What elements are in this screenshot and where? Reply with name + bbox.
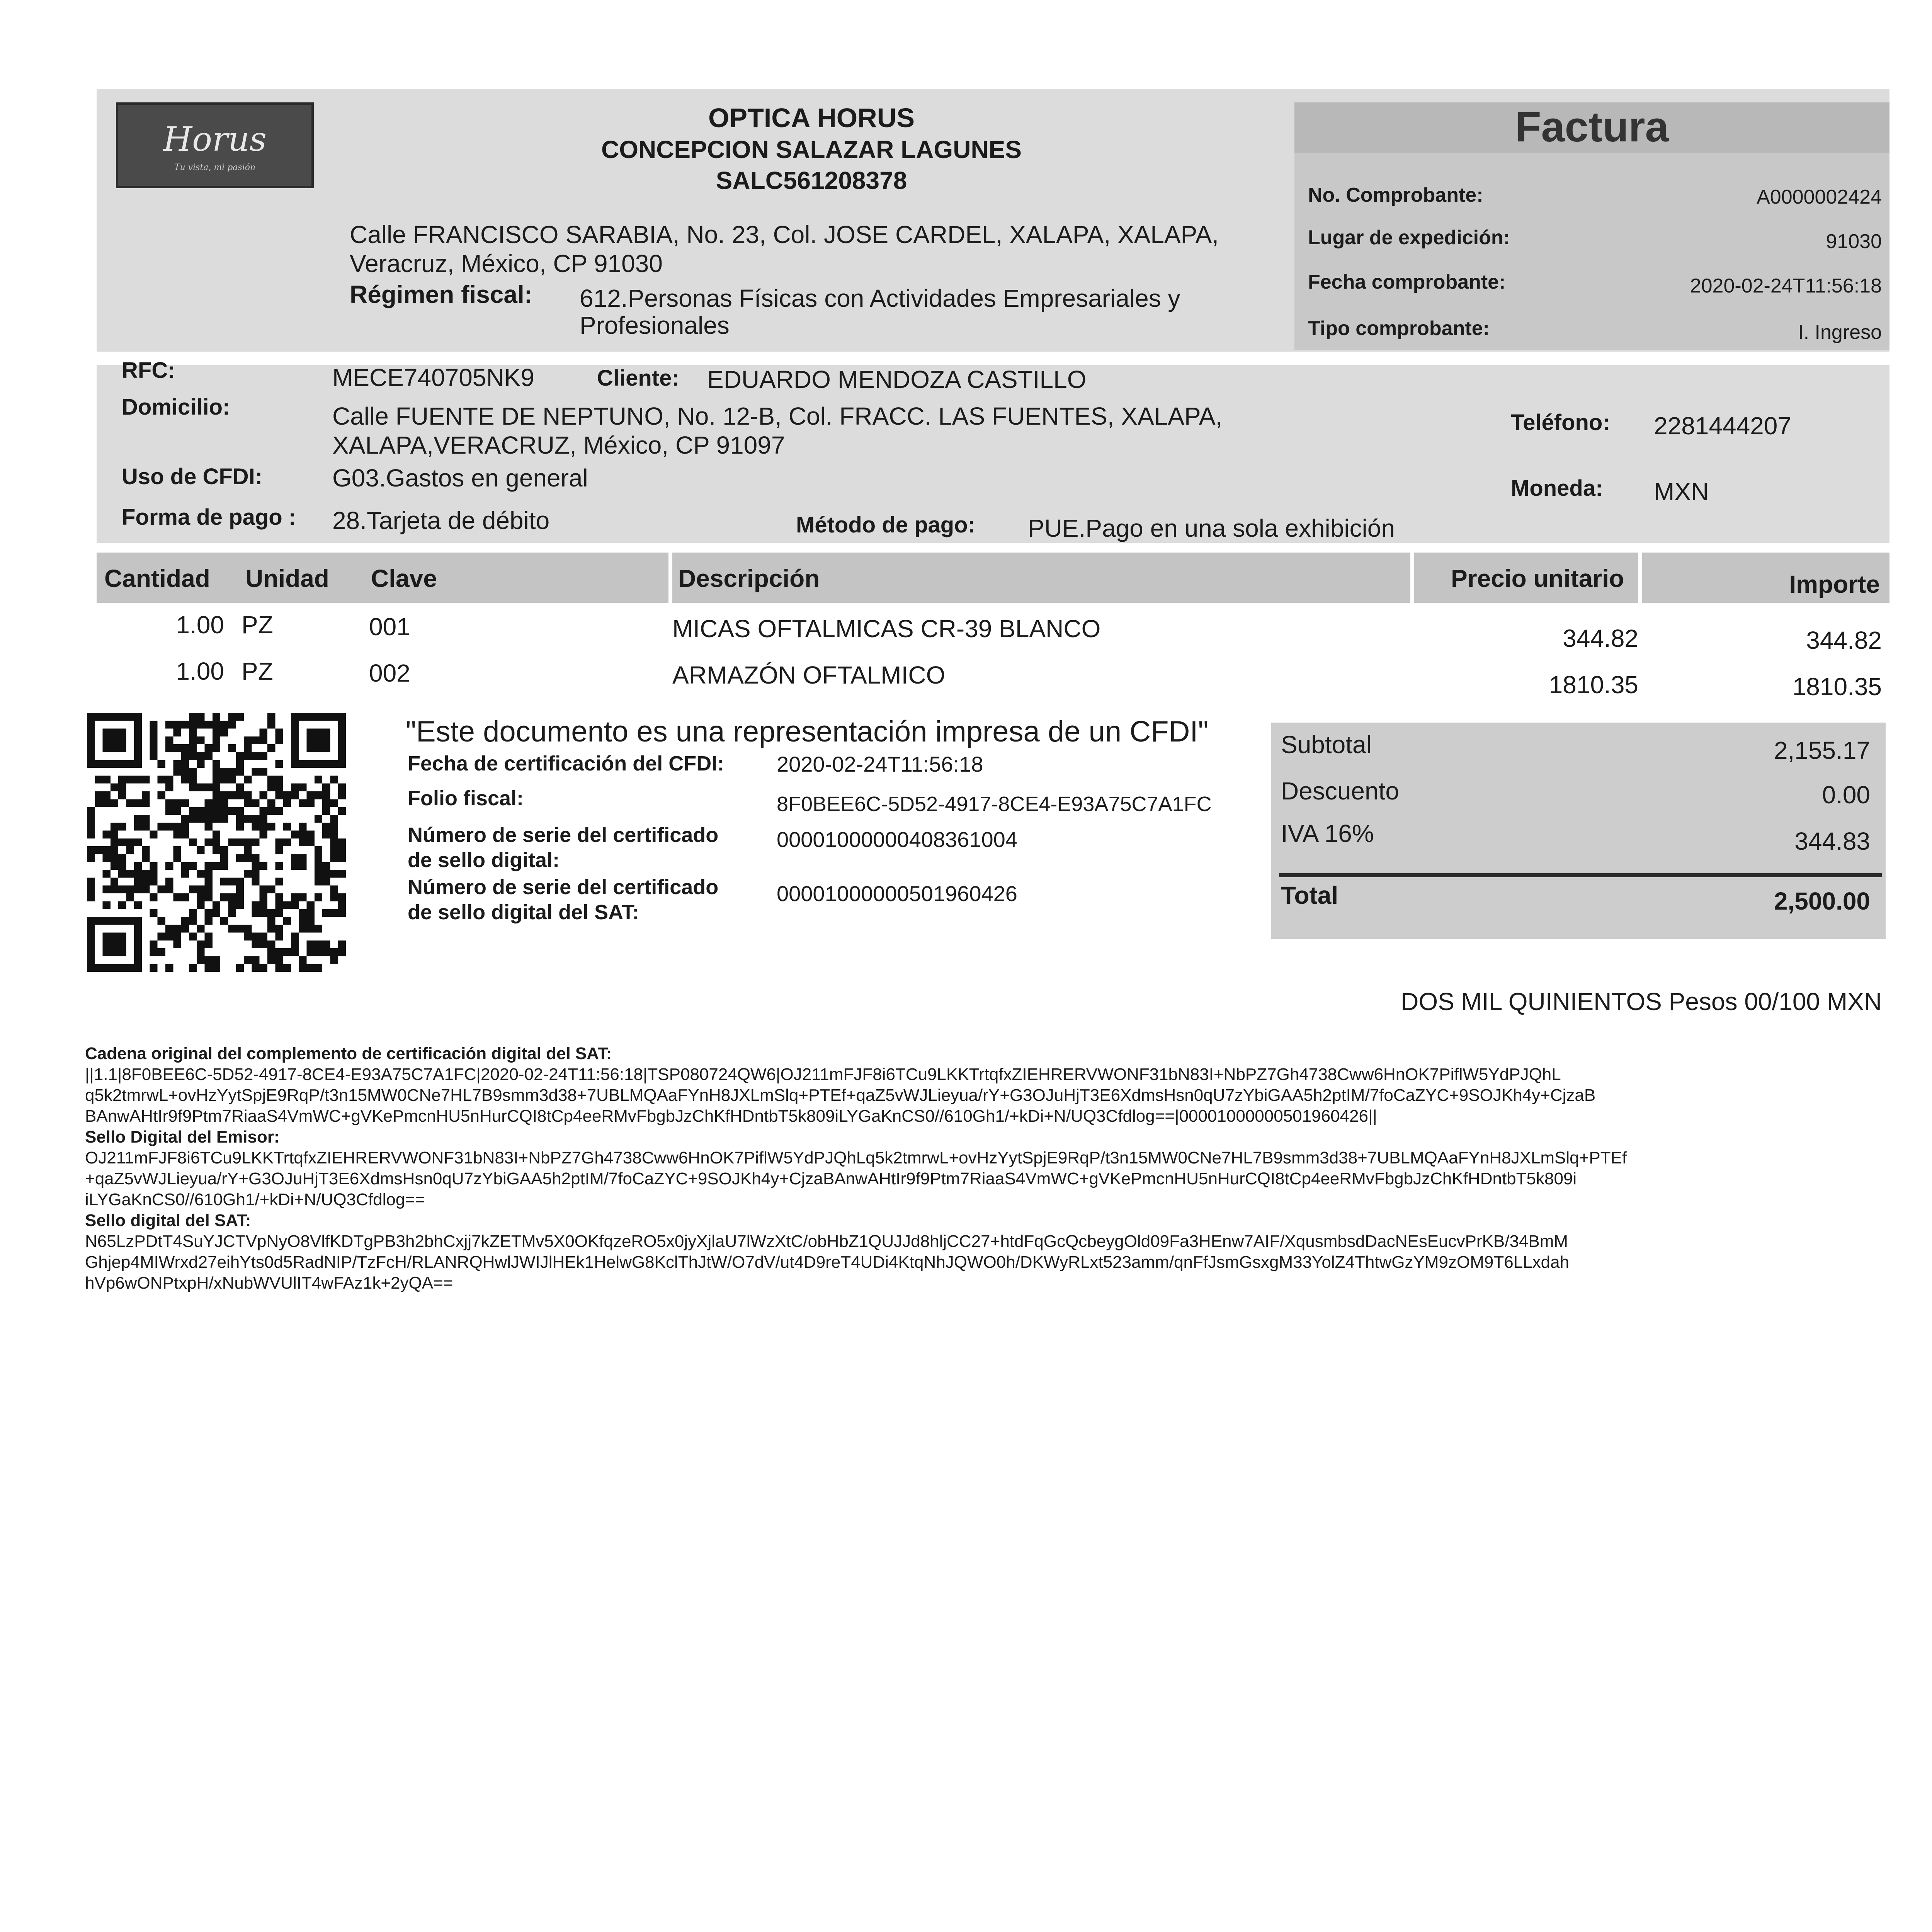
emitter-seal-line: OJ211mFJF8i6TCu9LKKTrtqfxZIEHRERVWONF31bN83I+NbPZ7Gh4738Cww6HnOK7PiflW5YdPJQhLq5k2tmrwL+ovHzYytSpjE9RqP/t3n15MW0CNe7HL7B9smm3d38+7UBLMQAaFYnH8JXLmSlq+PTEf (85, 1148, 1627, 1167)
subtotal-label: Subtotal (1281, 731, 1372, 759)
row-description: MICAS OFTALMICAS CR-39 BLANCO (672, 615, 1101, 643)
sat-serial-label-line1: Número de serie del certificado (408, 876, 719, 899)
items-header-description (672, 553, 1410, 603)
digital-stamps (85, 1043, 1878, 1294)
total-divider (1279, 873, 1882, 877)
row-qty: 1.00 (176, 657, 224, 685)
row-unit: PZ (242, 611, 273, 639)
client-payment-method: PUE.Pago en una sola exhibición (1028, 514, 1395, 542)
table-row (97, 607, 1889, 654)
sat-seal-line: N65LzPDtT4SuYJCTVpNyO8VlfKDTgPB3h2bhCxjj7kZETMv5X0OKfqzeRO5x0jyXjlaU7lWzXtC/obHbZ1QUJJd8hljCC27+htdFqGcQcbeygOld09Fa3HEnw7AIF/XqusmbsdDacNEsEucvPrKB/34BmM (85, 1232, 1568, 1251)
client-address-line1: Calle FUENTE DE NEPTUNO, No. 12-B, Col. FRACC. LAS FUENTES, XALAPA, (332, 402, 1223, 430)
row-unit-price: 344.82 (1563, 624, 1638, 652)
cert-date: 2020-02-24T11:56:18 (777, 752, 983, 776)
chain-label: Cadena original del complemento de certificación digital del SAT: (85, 1044, 612, 1063)
issuer-regime-label: Régimen fiscal: (350, 281, 533, 308)
issuer-business-name: OPTICA HORUS (708, 103, 915, 133)
client-payment-method-label: Método de pago: (796, 512, 975, 537)
row-code: 002 (369, 659, 410, 687)
sat-seal-line: hVp6wONPtxpH/xNubWVUlIT4wFAz1k+2yQA== (85, 1274, 453, 1293)
serial-label-line2: de sello digital: (408, 849, 560, 872)
emitter-seal-label: Sello Digital del Emisor: (85, 1128, 280, 1146)
table-row (97, 653, 1889, 701)
client-address-line2: XALAPA,VERACRUZ, México, CP 91097 (332, 431, 785, 459)
client-cfdi-use: G03.Gastos en general (332, 464, 588, 492)
qr-code (87, 713, 346, 972)
issuer-logo (116, 102, 314, 188)
emitter-seal-line: +qaZ5vWJLieyua/rY+G3OJuHjT3E6XdmsHsn0qU7zYbiGAA5h2ptIM/7foCaZYC+9SOJKh4y+CjzaBAnwAHtIr9f9Ptm7RiaaS4VmWC+gVKePmcnHU5nHurCQI8tCp4eeRMvFbgbJzChKfHDntbT5k809i (85, 1169, 1577, 1188)
total-value: 2,500.00 (1774, 887, 1870, 915)
client-phone: 2281444207 (1654, 412, 1791, 440)
header-code: Clave (371, 565, 437, 592)
row-qty: 1.00 (176, 611, 224, 639)
client-payment-form: 28.Tarjeta de débito (332, 507, 550, 534)
tax-value: 344.83 (1794, 827, 1870, 855)
row-amount: 344.82 (1806, 626, 1882, 654)
row-unit-price: 1810.35 (1549, 671, 1638, 699)
cert-date-label: Fecha de certificación del CFDI: (408, 752, 724, 775)
client-name: EDUARDO MENDOZA CASTILLO (707, 366, 1087, 393)
logo-tagline: Tu vista, mi pasión (174, 163, 256, 172)
client-name-label: Cliente: (597, 366, 679, 391)
subtotal-value: 2,155.17 (1774, 736, 1870, 764)
invoice-date: 2020-02-24T11:56:18 (1690, 275, 1882, 297)
client-rfc-label: RFC: (122, 358, 175, 383)
tax-label: IVA 16% (1281, 820, 1374, 847)
items-header-amount (1642, 553, 1889, 603)
chain-line: ||1.1|8F0BEE6C-5D52-4917-8CE4-E93A75C7A1FC|2020-02-24T11:56:18|TSP080724QW6|OJ211mFJF8i6TCu9LKKTrtqfxZIEHRERVWONF31bN83I+NbPZ7Gh4738Cww6HnOK7PiflW5YdPJQhL (85, 1065, 1561, 1084)
client-phone-label: Teléfono: (1511, 410, 1610, 435)
client-payment-form-label: Forma de pago : (122, 505, 296, 530)
issuer-owner-name: CONCEPCION SALAZAR LAGUNES (601, 136, 1022, 163)
items-header-left (97, 553, 668, 603)
discount-value: 0.00 (1822, 781, 1870, 809)
discount-label: Descuento (1281, 777, 1399, 805)
client-cfdi-use-label: Uso de CFDI: (122, 464, 263, 489)
invoice-type-label: Tipo comprobante: (1308, 317, 1490, 340)
certificate-serial: 00001000000408361004 (777, 827, 1017, 852)
header-unit-price: Precio unitario (1451, 565, 1624, 592)
row-description: ARMAZÓN OFTALMICO (672, 661, 946, 689)
invoice-number: A0000002424 (1757, 186, 1882, 208)
folio-label: Folio fiscal: (408, 787, 524, 810)
cfdi-notice: "Este documento es una representación impresa de un CFDI" (406, 715, 1209, 748)
amount-in-words: DOS MIL QUINIENTOS Pesos 00/100 MXN (1401, 988, 1882, 1015)
client-address-label: Domicilio: (122, 395, 230, 420)
header-qty: Cantidad (104, 565, 210, 592)
sat-seal-label: Sello digital del SAT: (85, 1211, 251, 1230)
row-code: 001 (369, 613, 410, 641)
issuer-address-line2: Veracruz, México, CP 91030 (350, 250, 663, 277)
total-label: Total (1281, 881, 1338, 909)
issuer-address-line1: Calle FRANCISCO SARABIA, No. 23, Col. JOSE CARDEL, XALAPA, XALAPA, (350, 221, 1219, 248)
issuer-rfc: SALC561208378 (716, 167, 907, 194)
emitter-seal-line: iLYGaKnCS0//610Gh1/+kDi+N/UQ3Cfdlog== (85, 1190, 425, 1209)
client-currency: MXN (1654, 478, 1709, 505)
chain-line: BAnwAHtIr9f9Ptm7RiaaS4VmWC+gVKePmcnHU5nHurCQI8tCp4eeRMvFbgbJzChKfHDntbT5k809iLYGaKnCS0//610Gh1/+kDi+N/UQ3Cfdlog==|00001000000501960426|| (85, 1107, 1377, 1126)
client-currency-label: Moneda: (1511, 476, 1603, 501)
header-unit: Unidad (245, 565, 329, 592)
invoice-number-label: No. Comprobante: (1308, 184, 1483, 206)
issuer-regime-line2: Profesionales (580, 311, 730, 339)
sat-seal-line: Ghjep4MIWrxd27eihYts0d5RadNIP/TzFcH/RLANRQHwlJWIJlHEk1HelwG8KclThJtW/O7dV/ut4D9reT4UDi4KtqNhJQWO0h/DKWyRLxt523amm/qnFfJsmGsxgM33YolZ4ThtwGzYM9zOM9T6LLxdah (85, 1253, 1570, 1272)
chain-line: q5k2tmrwL+ovHzYytSpjE9RqP/t3n15MW0CNe7HL7B9smm3d38+7UBLMQAaFYnH8JXLmSlq+PTEf+qaZ5vWJLieyua/rY+G3OJuHjT3E6XdmsHsn0qU7zYbiGAA5h2ptIM/7foCaZYC+9SOJKh4y+CjzaB (85, 1086, 1596, 1105)
row-unit: PZ (242, 657, 273, 685)
client-rfc: MECE740705NK9 (332, 364, 534, 391)
invoice-type: I. Ingreso (1798, 321, 1882, 344)
header-description: Descripción (678, 565, 820, 592)
invoice-place-label: Lugar de expedición: (1308, 226, 1510, 249)
invoice-place: 91030 (1826, 230, 1882, 253)
items-header-unit-price (1414, 553, 1638, 603)
folio-fiscal: 8F0BEE6C-5D52-4917-8CE4-E93A75C7A1FC (777, 793, 1212, 816)
logo-wordmark: Horus (163, 120, 267, 159)
serial-label-line1: Número de serie del certificado (408, 823, 719, 847)
header-amount: Importe (1789, 570, 1880, 598)
issuer-regime-line1: 612.Personas Físicas con Actividades Empresariales y (580, 284, 1180, 312)
invoice-date-label: Fecha comprobante: (1308, 271, 1506, 293)
sat-certificate-serial: 00001000000501960426 (777, 881, 1017, 906)
invoice-title: Factura (1515, 103, 1669, 151)
row-amount: 1810.35 (1792, 673, 1882, 701)
sat-serial-label-line2: de sello digital del SAT: (408, 901, 639, 924)
